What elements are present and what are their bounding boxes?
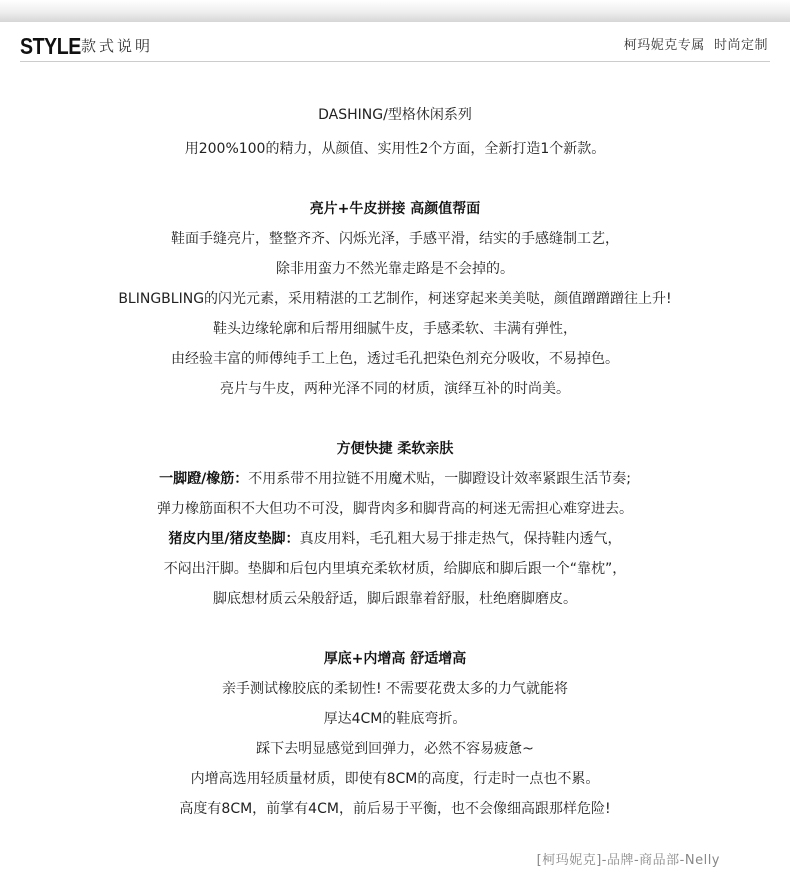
feature-label-lining: 猪皮内里/猪皮垫脚： [168,531,300,547]
sole-line-1: 亲手测试橡胶底的柔韧性! 不需要花费太多的力气就能将 [221,681,569,697]
comfort-line-5: 脚底想材质云朵般舒适，脚后跟靠着舒服，杜绝磨脚磨皮。 [213,591,577,607]
header-gradient-band [0,0,790,22]
page-header [0,0,790,62]
brand-tagline: 柯玛妮克专属 时尚定制 [623,38,768,53]
section-heading-comfort: 方便快捷 柔软亲肤 [336,441,454,457]
upper-line-1: 鞋面手缝亮片，整整齐齐、闪烁光泽，手感平滑，结实的手感缝制工艺， [171,231,619,247]
upper-line-2: 除非用蛮力不然光靠走路是不会掉的。 [276,261,514,277]
feature-label-slip-on: 一脚蹬/橡筋： [159,471,249,487]
upper-line-5: 由经验丰富的师傅纯手工上色，透过毛孔把染色剂充分吸收，不易掉色。 [171,351,619,367]
comfort-line-3 [0,524,790,554]
upper-line-3: BLINGBLING的闪光元素，采用精湛的工艺制作，柯迷穿起来美美哒，颜值蹭蹭蹭往上升! [118,291,672,307]
comfort-line-4: 不闷出汗脚。垫脚和后包内里填充柔软材质，给脚底和脚后跟一个“靠枕”， [163,561,627,577]
description-content [0,100,790,824]
comfort-line-2: 弹力橡筋面积不大但功不可没，脚背肉多和脚背高的柯迷无需担心难穿进去。 [157,501,633,517]
upper-line-4: 鞋头边缘轮廓和后帮用细腻牛皮，手感柔软、丰满有弹性， [213,321,577,337]
series-title: DASHING/型格休闲系列 [318,107,472,123]
style-subtitle: 款式说明 [81,37,154,55]
section-heading-sole: 厚底+内增高 舒适增高 [323,651,467,667]
style-title: STYLE [20,33,81,59]
feature-text-lining: 真皮用料，毛孔粗大易于排走热气，保持鞋内透气， [299,531,622,547]
feature-text-slip-on: 不用系带不用拉链不用魔术贴，一脚蹬设计效率紧跟生活节奏; [248,471,631,487]
sole-line-3: 踩下去明显感觉到回弹力，必然不容易疲惫~ [256,741,534,757]
upper-line-6: 亮片与牛皮，两种光泽不同的材质，演绎互补的时尚美。 [220,381,570,397]
footer-credit: [柯玛妮克]-品牌-商品部-Nelly [536,853,720,868]
header-divider [20,61,770,62]
sole-line-2: 厚达4CM的鞋底弯折。 [323,711,467,727]
series-subtitle: 用200%100的精力，从颜值、实用性2个方面，全新打造1个新款。 [184,141,606,157]
sole-line-5: 高度有8CM，前掌有4CM，前后易于平衡，也不会像细高跟那样危险! [179,801,611,817]
sole-line-4: 内增高选用轻质量材质，即使有8CM的高度，行走时一点也不累。 [190,771,600,787]
section-heading-upper: 亮片+牛皮拼接 高颜值帮面 [309,201,481,217]
comfort-line-1 [0,464,790,494]
